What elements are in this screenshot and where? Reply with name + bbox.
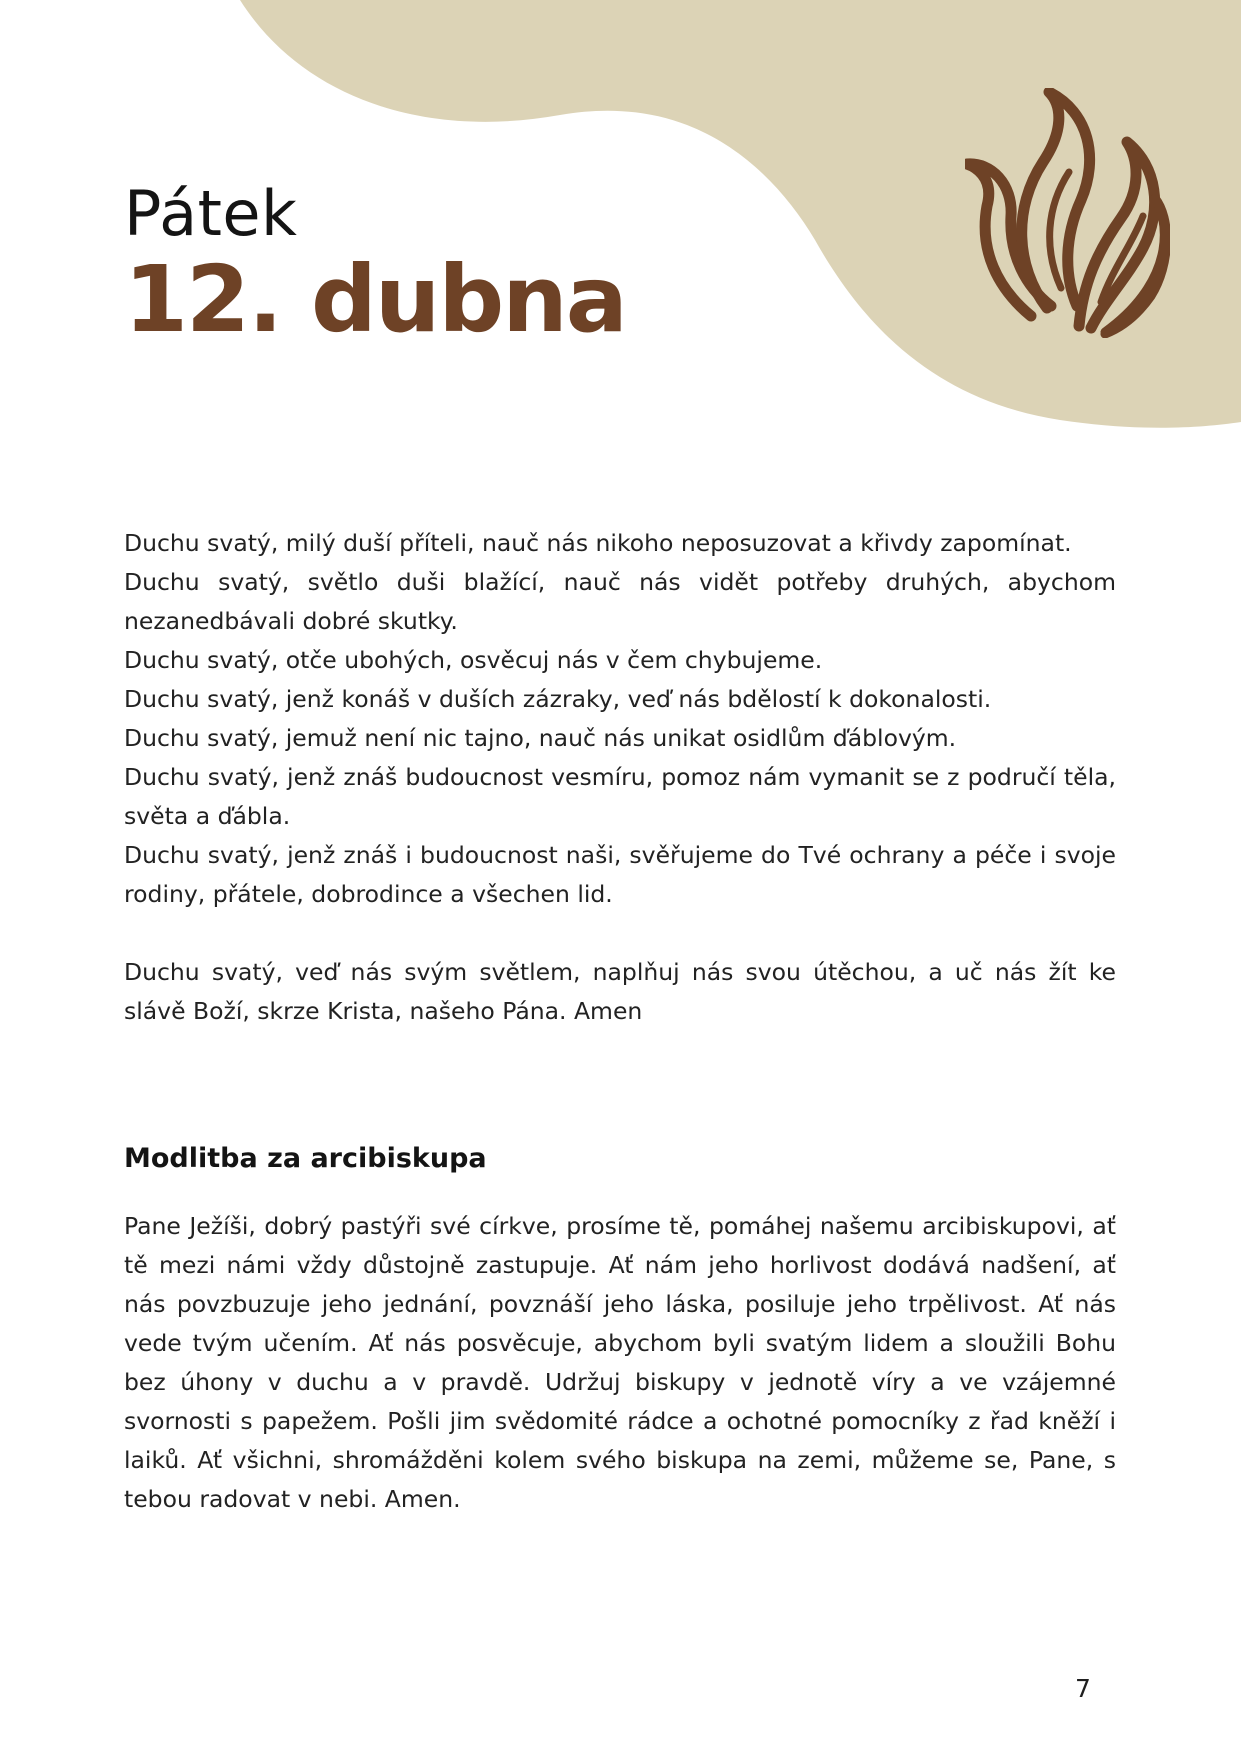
page-number: 7 [1075, 1674, 1091, 1703]
litany-line: Duchu svatý, jenž konáš v duších zázraky, veď nás bdělostí k dokonalosti. [124, 685, 992, 713]
closing-text: Duchu svatý, veď nás svým světlem, naplňuj nás svou útěchou, a uč nás žít ke slávě Boží, skrze Krista, našeho Pána. Amen [124, 958, 1116, 1025]
litany-line: Duchu svatý, světlo duši blažící, nauč nás vidět potřeby druhých, abychom nezanedbávali dobré skutky. [124, 568, 1116, 635]
litany-line: Duchu svatý, jenž znáš budoucnost vesmíru, pomoz nám vymanit se z područí těla, světa a ďábla. [124, 763, 1116, 830]
litany-line: Duchu svatý, jenž znáš i budoucnost naši, svěřujeme do Tvé ochrany a péče i svoje rodiny, přátele, dobrodince a všechen lid. [124, 841, 1116, 908]
section-heading: Modlitba za arcibiskupa [124, 1143, 487, 1174]
litany-line: Duchu svatý, jemuž není nic tajno, nauč nás unikat osidlům ďáblovým. [124, 724, 957, 752]
flame-icon [965, 88, 1170, 338]
litany-line: Duchu svatý, milý duší příteli, nauč nás nikoho neposuzovat a křivdy zapomínat. [124, 529, 1072, 557]
archbishop-prayer-text: Pane Ježíši, dobrý pastýři své církve, prosíme tě, pomáhej našemu arcibiskupovi, ať tě mezi námi vždy důstojně zastupuje. Ať nám jeho horlivost dodává nadšení, ať nás povzbuzuje jeho jednání, povznáší jeho láska, posiluje jeho trpělivost. Ať nás vede tvým učením. Ať nás posvěcuje, abychom byli svatým lidem a sloužili Bohu bez úhony v duchu a v pravdě. Udržuj biskupy v jednotě víry a ve vzájemné svornosti s papežem. Pošli jim svědomité rádce a ochotné pomocníky z řad kněží i laiků. Ať všichni, shromážděni kolem svého biskupa na zemi, můžeme se, Pane, s tebou radovat v nebi. Amen. [124, 1212, 1116, 1513]
day-name: Pátek [124, 177, 298, 250]
date-title: 12. dubna [124, 246, 626, 353]
litany-line: Duchu svatý, otče ubohých, osvěcuj nás v čem chybujeme. [124, 646, 823, 674]
archbishop-prayer [124, 1207, 1116, 1519]
closing-prayer [124, 953, 1116, 1031]
holy-spirit-litany [124, 524, 1116, 914]
title-block [124, 177, 626, 353]
